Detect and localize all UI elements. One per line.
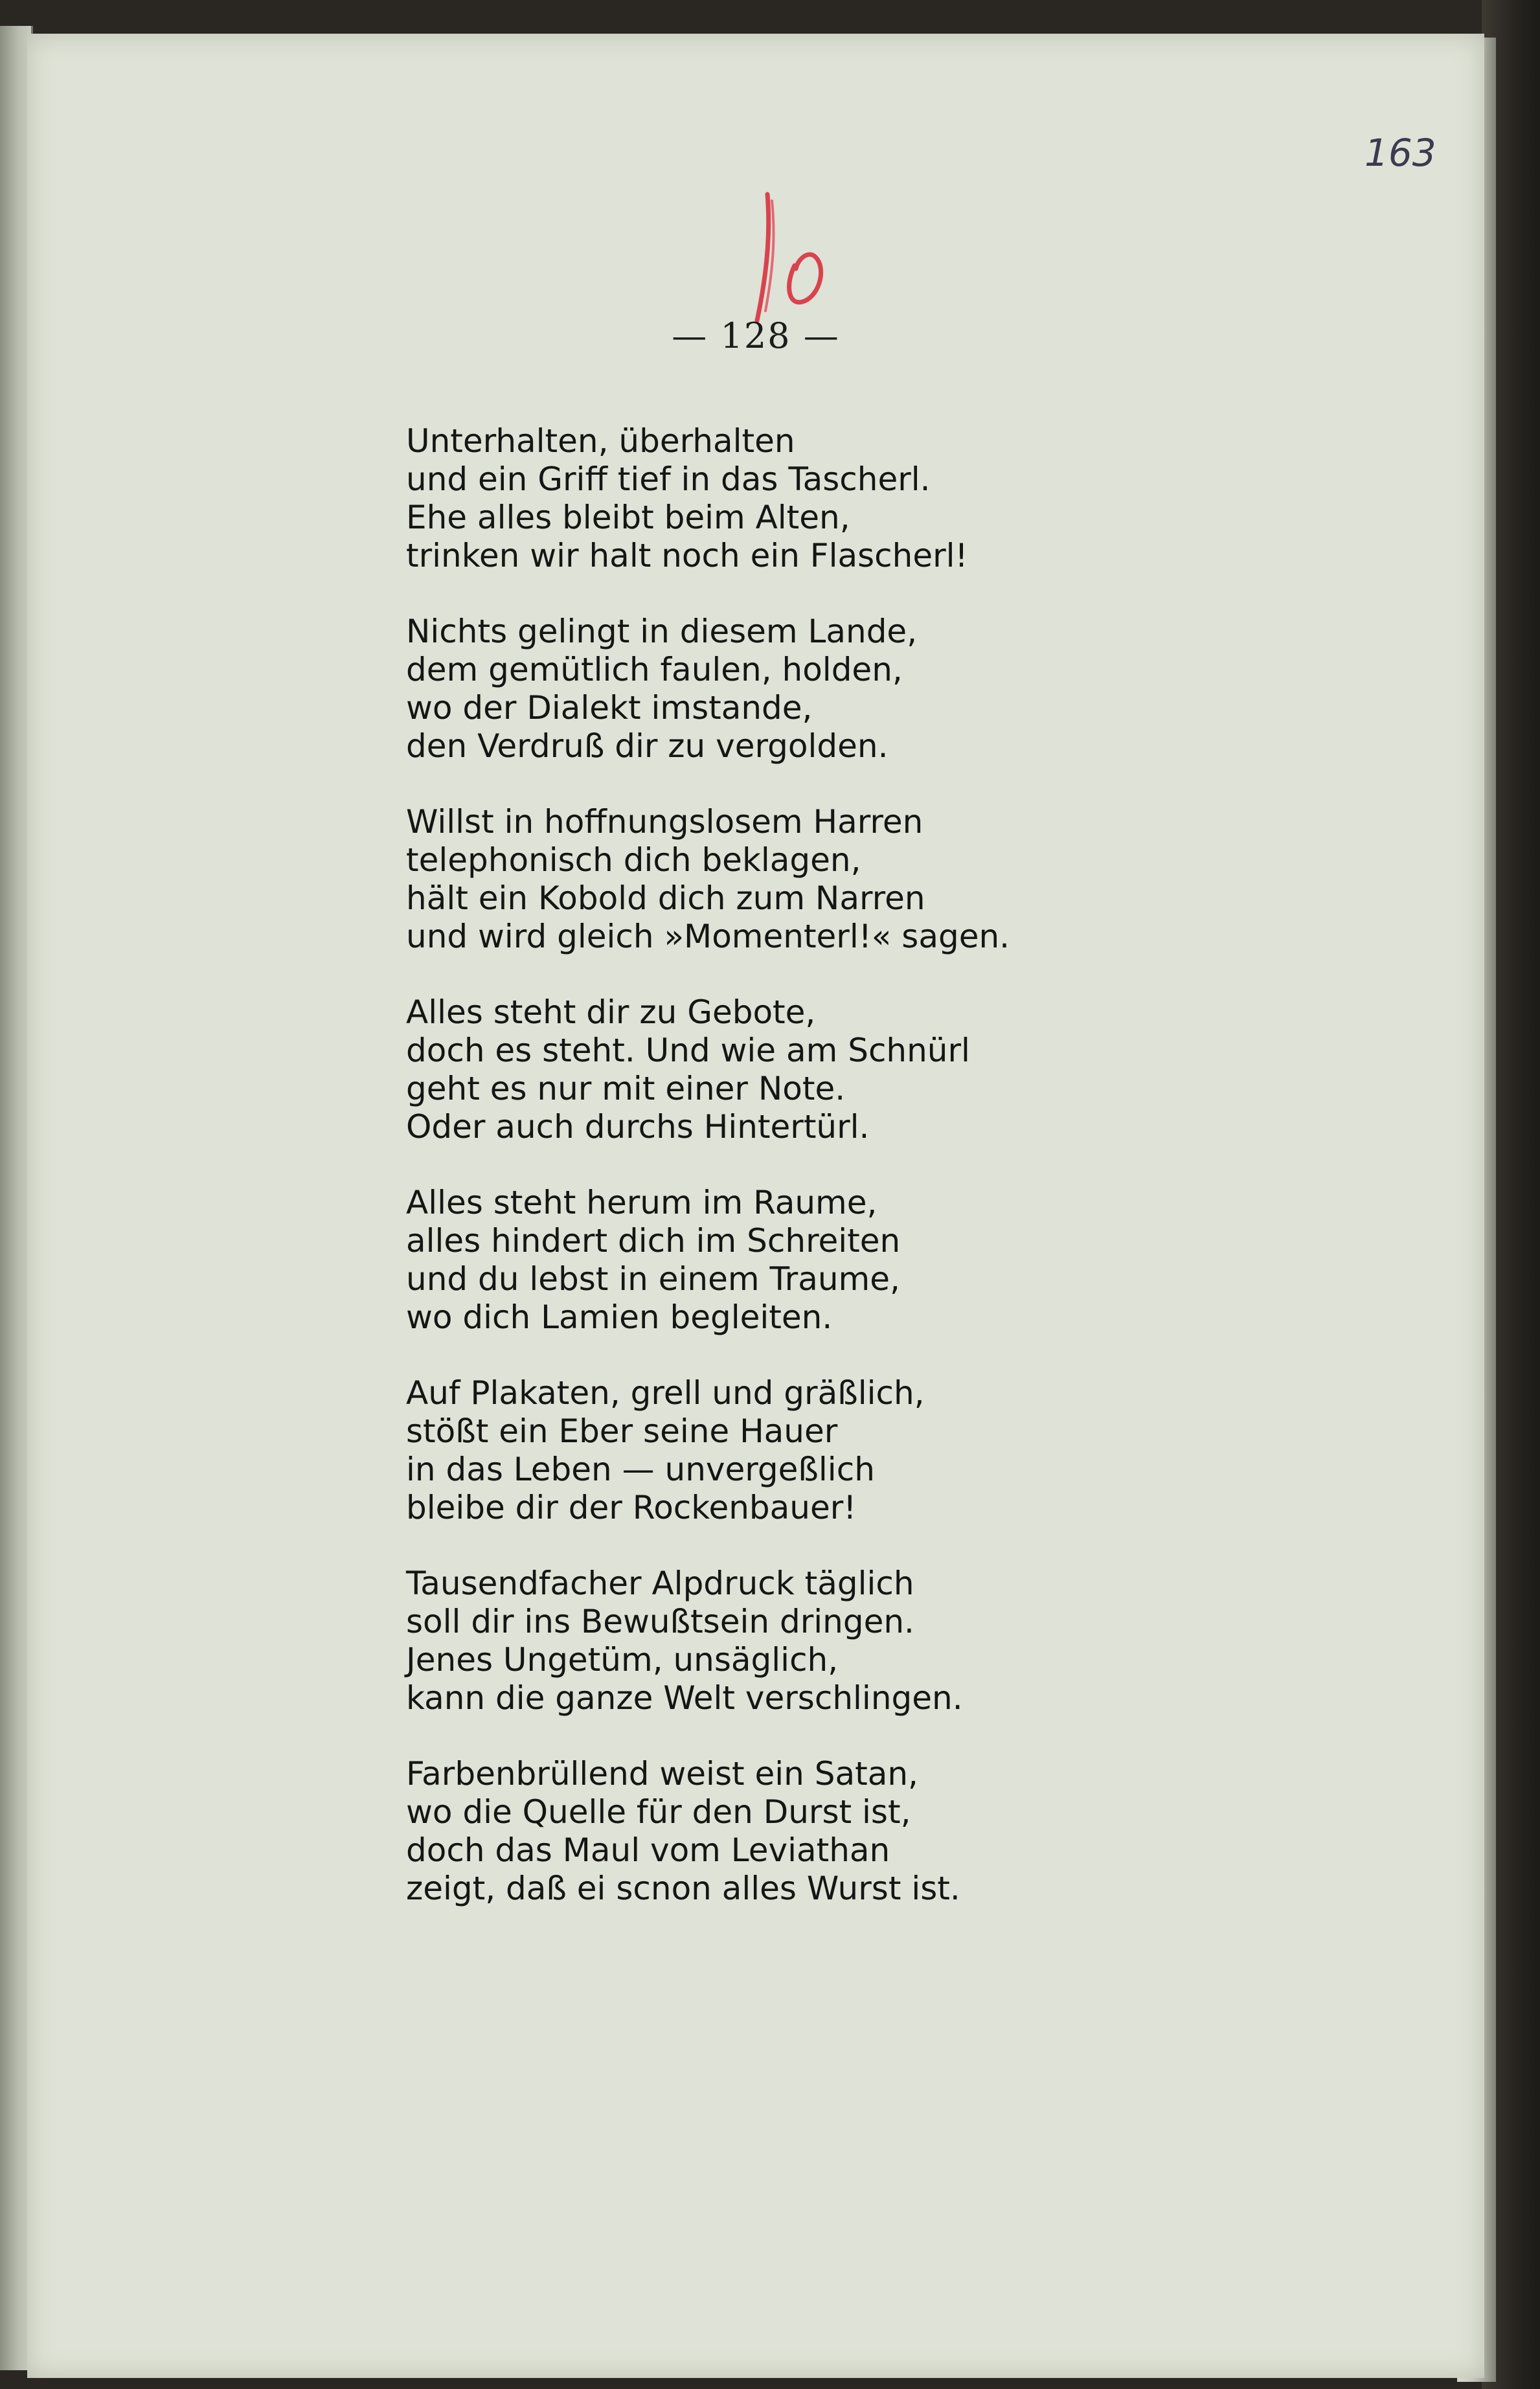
poem-line: stößt ein Eber seine Hauer (406, 1412, 838, 1450)
poem-line: telephonisch dich beklagen, (406, 841, 861, 879)
poem-line: Farbenbrüllend weist ein Satan, (406, 1755, 918, 1793)
poem-line: Alles steht dir zu Gebote, (406, 993, 816, 1031)
poem-line: wo die Quelle für den Durst ist, (406, 1793, 911, 1831)
poem-line: kann die ganze Welt verschlingen. (406, 1679, 963, 1717)
stanza (406, 1755, 1118, 1908)
poem-line: Ehe alles bleibt beim Alten, (406, 499, 850, 536)
poem-line: wo der Dialekt imstande, (406, 689, 813, 727)
poem-line: in das Leben — unvergeßlich (406, 1451, 875, 1488)
poem-line: Unterhalten, überhalten (406, 422, 795, 460)
stanza (406, 993, 1118, 1146)
poem-text (406, 422, 1118, 1945)
poem-line: Oder auch durchs Hintertürl. (406, 1108, 870, 1146)
red-pencil-mark (749, 188, 846, 324)
book-page (27, 34, 1484, 2378)
poem-line: doch das Maul vom Leviathan (406, 1831, 890, 1869)
stanza (406, 422, 1118, 575)
poem-line: bleibe dir der Rockenbauer! (406, 1489, 857, 1526)
poem-line: Willst in hoffnungslosem Harren (406, 803, 923, 841)
poem-line: soll dir ins Bewußtsein dringen. (406, 1603, 914, 1640)
poem-line: wo dich Lamien begleiten. (406, 1298, 833, 1336)
poem-line: geht es nur mit einer Note. (406, 1070, 846, 1107)
poem-line: Auf Plakaten, grell und gräßlich, (406, 1374, 925, 1412)
poem-line: und du lebst in einem Traume, (406, 1260, 900, 1298)
stanza (406, 803, 1118, 956)
stanza (406, 1184, 1118, 1337)
stanza (406, 1565, 1118, 1717)
poem-line: und wird gleich »Momenterl!« sagen. (406, 918, 1010, 955)
poem-line: hält ein Kobold dich zum Narren (406, 879, 925, 917)
poem-line: alles hindert dich im Schreiten (406, 1222, 901, 1260)
poem-line: und ein Griff tief in das Tascherl. (406, 460, 931, 498)
poem-line: trinken wir halt noch ein Flascherl! (406, 537, 968, 574)
poem-line: dem gemütlich faulen, holden, (406, 651, 903, 688)
poem-line: zeigt, daß ei scnon alles Wurst ist. (406, 1870, 960, 1907)
poem-line: den Verdruß dir zu vergolden. (406, 727, 889, 765)
poem-line: Alles steht herum im Raume, (406, 1184, 878, 1221)
stanza (406, 1374, 1118, 1527)
poem-line: doch es steht. Und wie am Schnürl (406, 1032, 970, 1069)
poem-line: Nichts gelingt in diesem Lande, (406, 613, 918, 650)
stanza (406, 613, 1118, 765)
page-number: — 128 — (672, 315, 840, 356)
folio-number: 163 (1364, 131, 1436, 175)
poem-line: Jenes Ungetüm, unsäglich, (406, 1641, 839, 1679)
poem-line: Tausendfacher Alpdruck täglich (406, 1565, 914, 1602)
